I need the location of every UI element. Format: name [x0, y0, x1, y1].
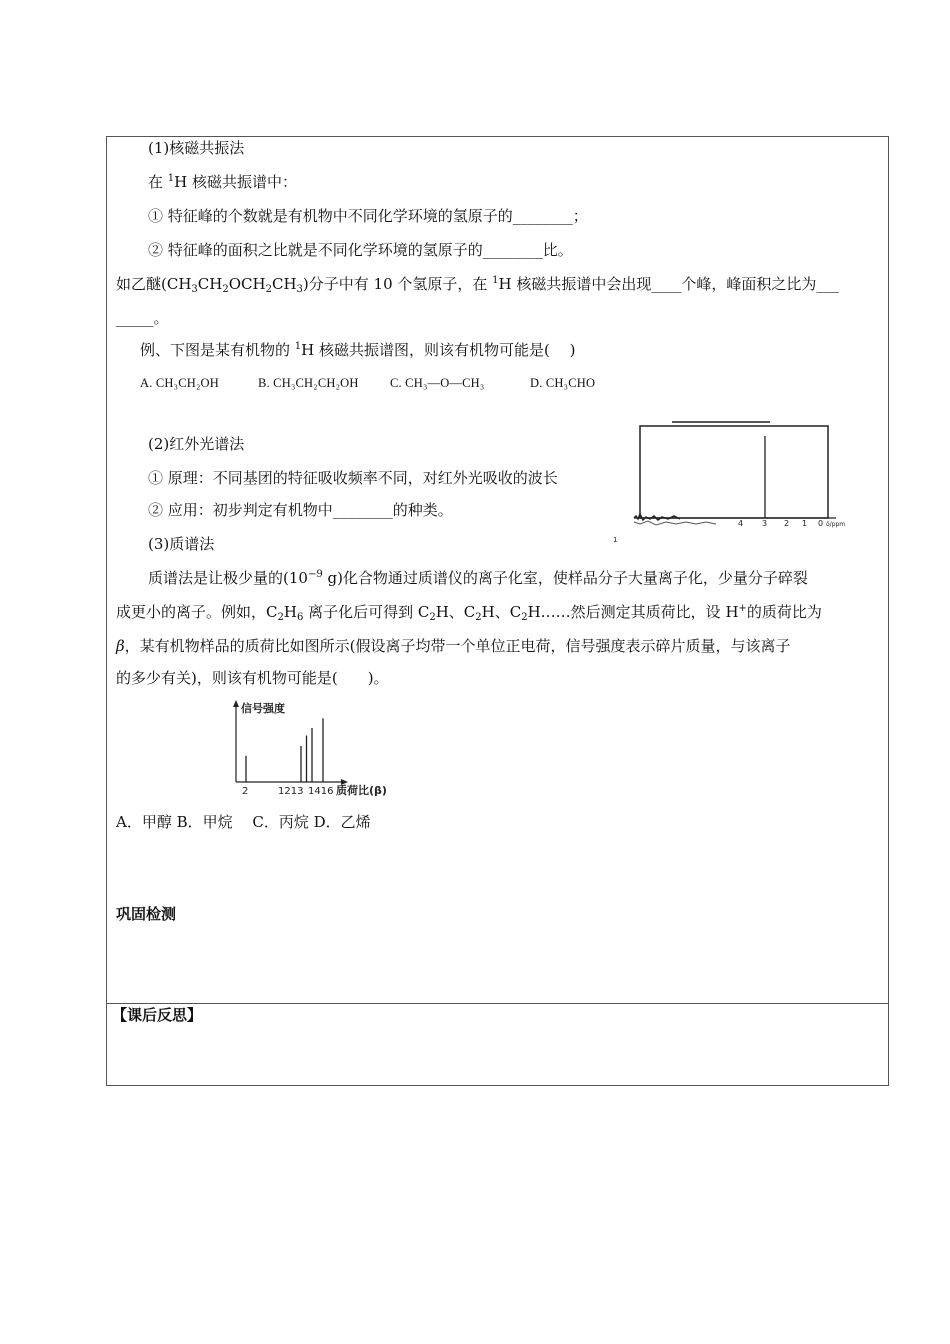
ether-sentence: 如乙醚$(CH_3CH_2OCH_2CH_3)$分子中有 10 个氢原子，在 $^1$H 核磁共振谱中会出现____个峰，峰面积之比为___: [116, 275, 839, 295]
nmr-spectrum-figure: [610, 418, 870, 544]
ms-title: (3)质谱法: [148, 535, 215, 553]
nmr-tick-0: 0: [818, 519, 824, 528]
option-b: B. CH₃CH₂CH₂OH: [258, 376, 359, 390]
ms-para-2: 成更小的离子。例如，$C_2H_6$ 离子化后可得到 $C_2H$、$C_2H$、$C_2H\dots\dots$然后测定其质荷比，设 H+的质荷比为: [116, 603, 822, 623]
ms-xlabel: 质荷比(β): [336, 784, 387, 797]
ms-answer-options: A．甲醇 B．甲烷 C．丙烷 D．乙烯: [116, 813, 371, 831]
nmr-point-1: ① 特征峰的个数就是有机物中不同化学环境的氢原子的________；: [148, 207, 588, 225]
ms-para-1: 质谱法是让极少量的($10^{-9}$ g)化合物通过质谱仪的离子化室，使样品分子大量离子化，少量分子碎裂: [148, 569, 808, 587]
nmr-point-2: ② 特征峰的面积之比就是不同化学环境的氢原子的________比。: [148, 241, 573, 259]
reflection-heading: 【课后反思】: [112, 1006, 203, 1024]
nmr-tick-4: 4: [738, 519, 744, 528]
ms-tick-label-2: 2: [242, 786, 249, 797]
nmr-unit: δ/ppm: [826, 521, 846, 528]
ms-ylabel: 信号强度: [241, 702, 285, 715]
nmr-tick-2: 2: [784, 519, 790, 528]
section-divider: [106, 1003, 889, 1004]
mass-spectrum-chart: [226, 698, 416, 798]
nmr-footnote: 1: [613, 536, 618, 544]
option-a: A. CH₃CH₂OH: [140, 376, 219, 390]
ms-para-4: 的多少有关)，则该有机物可能是( )。: [116, 669, 389, 687]
ms-tick-label-1416: 1416: [308, 786, 334, 797]
option-d: D. CH₃CHO: [530, 376, 596, 390]
ms-y-arrow: [233, 700, 239, 707]
example-question: 例、下图是某有机物的 $^1$H 核磁共振谱图，则该有机物可能是( ): [140, 341, 576, 359]
nmr-intro: 在 $^1$H 核磁共振谱中：: [148, 173, 298, 191]
ir-application: ② 应用：初步判定有机物中________的种类。: [148, 501, 453, 519]
ir-principle: ① 原理：不同基团的特征吸收频率不同，对红外光吸收的波长: [148, 469, 558, 487]
ms-tick-label-1213: 1213: [278, 786, 304, 797]
nmr-title: (1)核磁共振法: [148, 139, 245, 157]
consolidation-heading: 巩固检测: [116, 905, 177, 923]
ether-sentence-cont: _____。: [116, 309, 169, 327]
nmr-tick-3: 3: [762, 519, 768, 528]
option-c: C. CH₃—O—CH₃: [390, 376, 485, 390]
ms-para-3: β，某有机物样品的质荷比如图所示(假设离子均带一个单位正电荷，信号强度表示碎片质量，与该离子: [116, 637, 791, 655]
nmr-tick-1: 1: [802, 519, 808, 528]
ir-title: (2)红外光谱法: [148, 435, 245, 453]
